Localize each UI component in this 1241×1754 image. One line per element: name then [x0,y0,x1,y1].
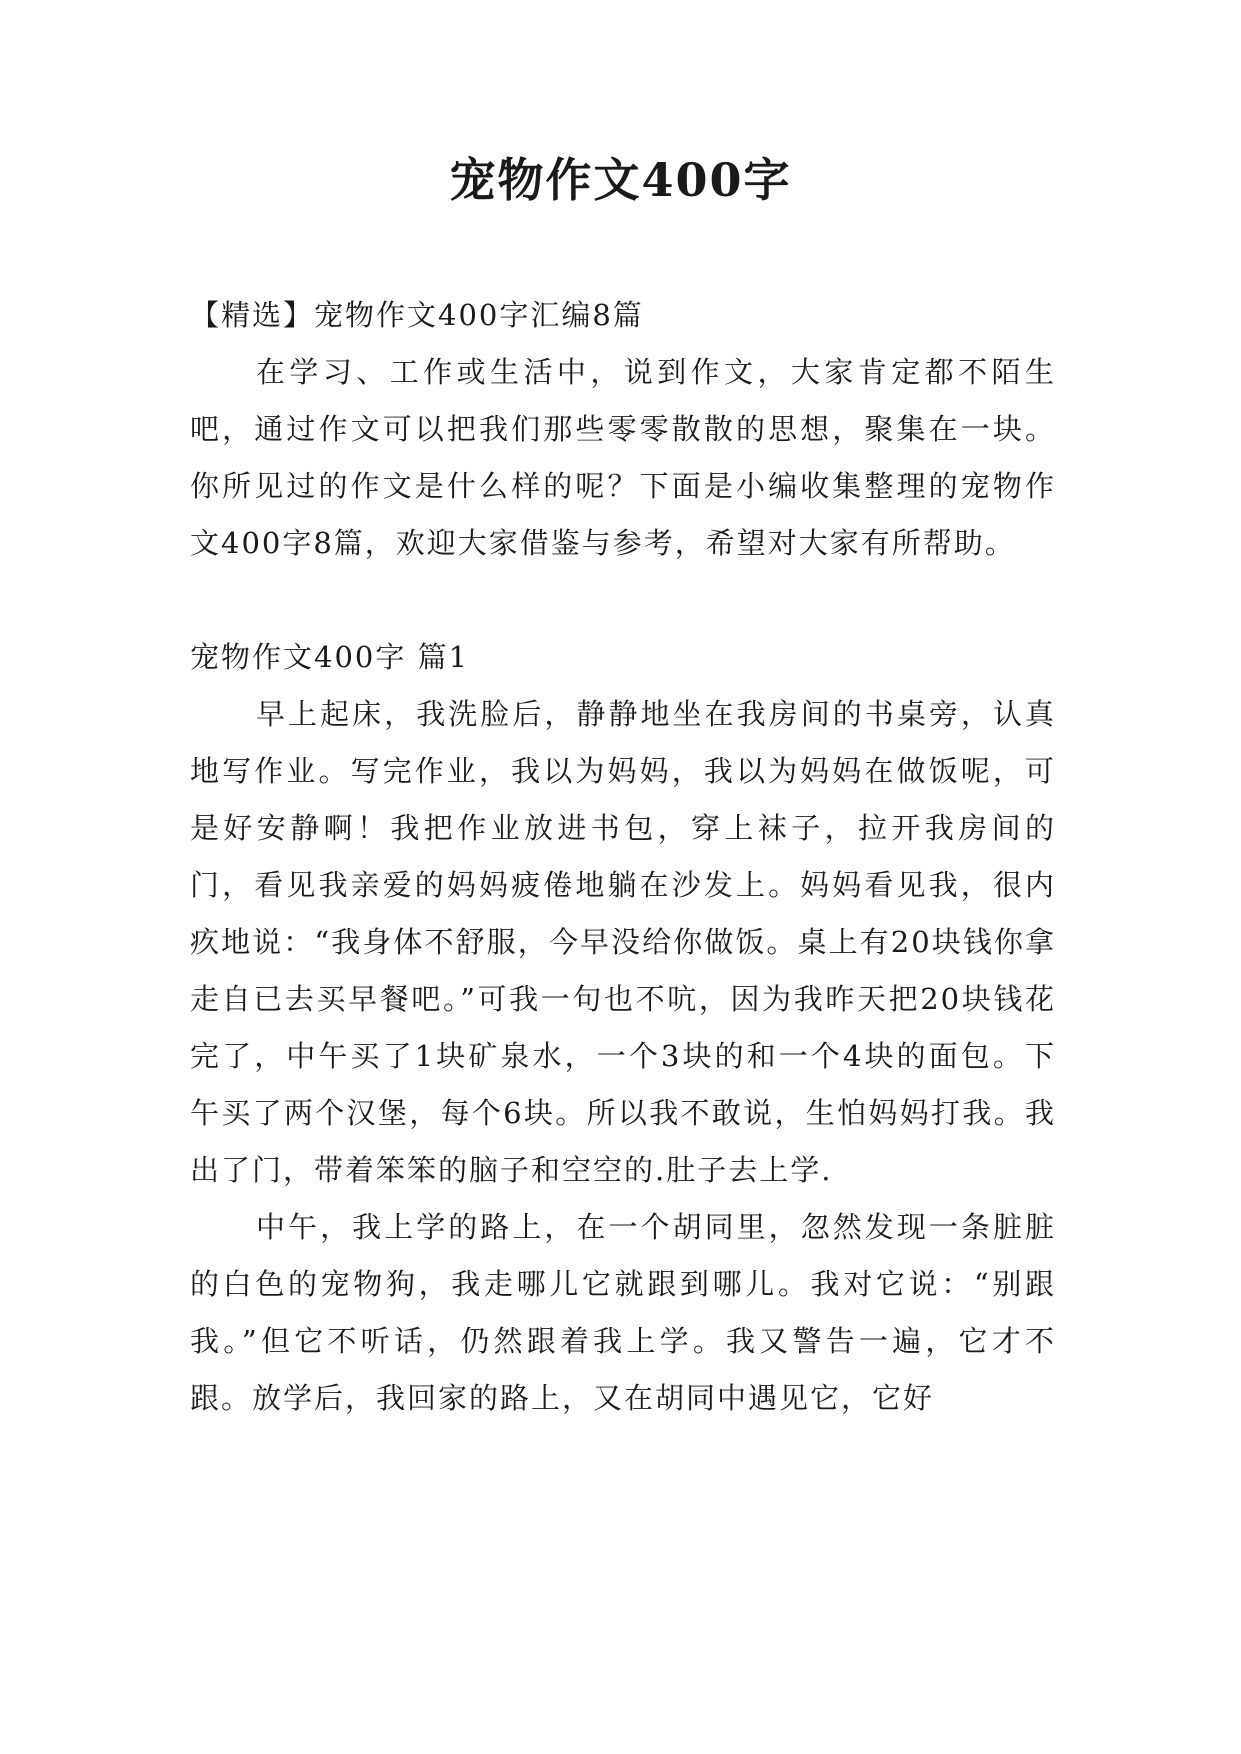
section-spacer [190,572,1056,629]
section-heading: 宠物作文400字 篇1 [190,640,470,674]
document-title: 宠物作文400字 [449,153,792,207]
body-paragraph: 中午，我上学的路上，在一个胡同里，忽然发现一条脏脏的白色的宠物狗，我走哪儿它就跟到哪儿。我对它说：“别跟我。”但它不听话，仍然跟着我上学。我又警告一遍，它才不跟。放学后，我回家的路上，又在胡同中遇见它，它好 [190,1210,1056,1415]
intro-heading: 【精选】宠物作文400字汇编8篇 [190,298,644,332]
body-paragraph: 早上起床，我洗脸后，静静地坐在我房间的书桌旁，认真地写作业。写完作业，我以为妈妈，我以为妈妈在做饭呢，可是好安静啊！我把作业放进书包，穿上袜子，拉开我房间的门，看见我亲爱的妈妈疲倦地躺在沙发上。妈妈看见我，很内疚地说：“我身体不舒服，今早没给你做饭。桌上有20块钱你拿走自已去买早餐吧。”可我一句也不吭，因为我昨天把20块钱花完了，中午买了1块矿泉水，一个3块的和一个4块的面包。下午买了两个汉堡，每个6块。所以我不敢说，生怕妈妈打我。我出了门，带着笨笨的脑子和空空的.肚子去上学. [190,697,1056,1187]
document-body [190,287,1056,1427]
intro-paragraph: 在学习、工作或生活中，说到作文，大家肯定都不陌生吧，通过作文可以把我们那些零零散散的思想，聚集在一块。你所见过的作文是什么样的呢？下面是小编收集整理的宠物作文400字8篇，欢迎大家借鉴与参考，希望对大家有所帮助。 [190,355,1056,560]
